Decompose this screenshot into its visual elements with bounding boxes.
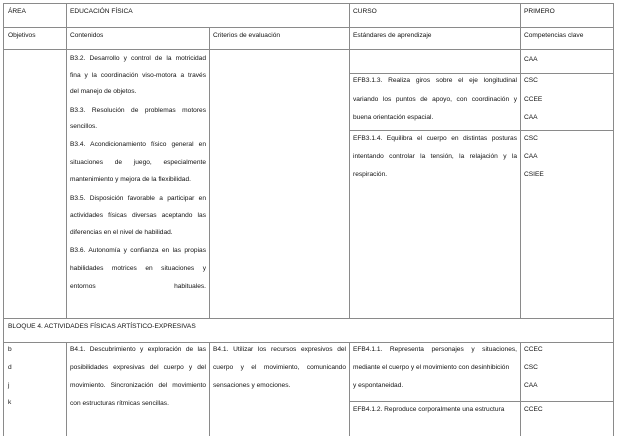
criterio-line: B4.1. Utilizar los recursos expresivos del — [213, 346, 346, 353]
standard-3-1-4-top — [349, 130, 614, 131]
objetivo-letter: d — [8, 364, 12, 371]
contenido-line: movimiento. Sincronización del movimiento — [70, 382, 206, 389]
contenido-line: con estructuras rítmicas sencillas. — [70, 400, 169, 407]
competencia-code: CCEC — [524, 346, 543, 353]
competencia-code: CCEE — [524, 96, 543, 103]
competencia-code: CSC — [524, 135, 538, 142]
column-divider-objetivos-b4 — [66, 342, 67, 436]
competencia-code: CAA — [524, 153, 538, 160]
objetivo-letter: b — [8, 346, 12, 353]
contenido-line: posibilidades expresivas del cuerpo y del — [70, 364, 206, 371]
objetivo-letter: j — [8, 382, 10, 389]
column-divider-estandares — [520, 3, 521, 318]
block4-title-top — [3, 318, 614, 319]
area-label: ÁREA — [8, 8, 26, 15]
column-divider-objetivos — [66, 3, 67, 318]
column-divider-contenidos-b4 — [209, 342, 210, 436]
standard-efb4-1-2: EFB4.1.2. Reproduce corporalmente una estructura — [353, 406, 505, 413]
standard-line: EFB4.1.1. Representa personajes y situaciones, — [353, 346, 517, 353]
competencia-divider — [520, 73, 614, 74]
standard-line: buena orientación espacial. — [353, 114, 434, 121]
standard-line: y espontaneidad. — [353, 382, 404, 389]
standard-line: respiración. — [353, 171, 388, 178]
contenido-line: actividades físicas diversas aceptando las — [70, 212, 206, 219]
header-row-divider — [3, 27, 614, 28]
contenido-line: B3.5. Disposición favorable a participar en — [70, 195, 206, 202]
curso-label: CURSO — [353, 8, 377, 15]
contenido-line: entornos habituales. — [70, 283, 206, 290]
standard-line: EFB3.1.3. Realiza giros sobre el eje longitudinal — [353, 77, 517, 84]
standard-line: intentando controlar la tensión, la relajación y la — [353, 153, 517, 160]
contenido-line: situaciones de juego, especialmente — [70, 159, 206, 166]
competencia-code: CSC — [524, 77, 538, 84]
contenido-line: B3.6. Autonomía y confianza en las propias — [70, 247, 206, 254]
contenido-line: del manejo de objetos. — [70, 88, 137, 95]
contenido-line: sencillos. — [70, 123, 98, 130]
contenido-line: B3.2. Desarrollo y control de la motricidad — [70, 55, 206, 62]
column-header-objetivos: Objetivos — [8, 32, 36, 39]
contenido-line: B4.1. Descubrimiento y exploración de las — [70, 346, 206, 353]
column-header-criterios: Criterios de evaluación — [213, 32, 281, 39]
column-header-competencias: Competencias clave — [524, 32, 584, 39]
standard-4-1-2-top — [349, 401, 614, 402]
standard-line: mediante el cuerpo y el movimiento con desinhibición — [353, 364, 510, 371]
criterio-line: sensaciones y emociones. — [213, 382, 291, 389]
area-value: EDUCACIÓN FÍSICA — [70, 8, 133, 15]
standard-line: variando los puntos de apoyo, con coordinación y — [353, 96, 517, 103]
contenido-line: B3.4. Acondicionamiento físico general en — [70, 141, 206, 148]
standard-3-1-3-top — [349, 73, 520, 74]
table-border-right — [613, 3, 614, 436]
column-divider-criterios-b4 — [349, 342, 350, 436]
contenido-line: mantenimiento y mejora de la flexibilidad. — [70, 176, 191, 183]
column-header-contenidos: Contenidos — [70, 32, 104, 39]
competencia-code: CAA — [524, 114, 538, 121]
block4-title: BLOQUE 4. ACTIVIDADES FÍSICAS ARTÍSTICO-EXPRESIVAS — [8, 323, 196, 330]
table-border-top — [3, 3, 614, 4]
column-divider-criterios — [349, 3, 350, 318]
competencia-code: CSC — [524, 364, 538, 371]
competencia-code: CCEC — [524, 406, 543, 413]
table-border-left — [3, 3, 4, 436]
objetivo-letter: k — [8, 399, 12, 406]
curso-value: PRIMERO — [524, 8, 555, 15]
contenido-line: fina y la coordinación viso-motora a través — [70, 72, 206, 79]
competencia-code: CAA — [524, 56, 538, 63]
competencia-code: CAA — [524, 382, 538, 389]
column-header-estandares: Estándares de aprendizaje — [353, 32, 432, 39]
column-header-divider — [3, 49, 614, 50]
contenido-line: habilidades motrices en situaciones y — [70, 265, 206, 272]
contenido-line: diferencias en el nivel de habilidad. — [70, 229, 173, 236]
column-divider-estandares-b4 — [520, 342, 521, 436]
contenido-line: B3.3. Resolución de problemas motores — [70, 107, 206, 114]
criterio-line: cuerpo y el movimiento, comunicando — [213, 364, 346, 371]
standard-line: EFB3.1.4. Equilibra el cuerpo en distintas posturas — [353, 135, 517, 142]
column-divider-contenidos — [209, 27, 210, 318]
block4-title-bottom — [3, 342, 614, 343]
competencia-code: CSIEE — [524, 171, 544, 178]
